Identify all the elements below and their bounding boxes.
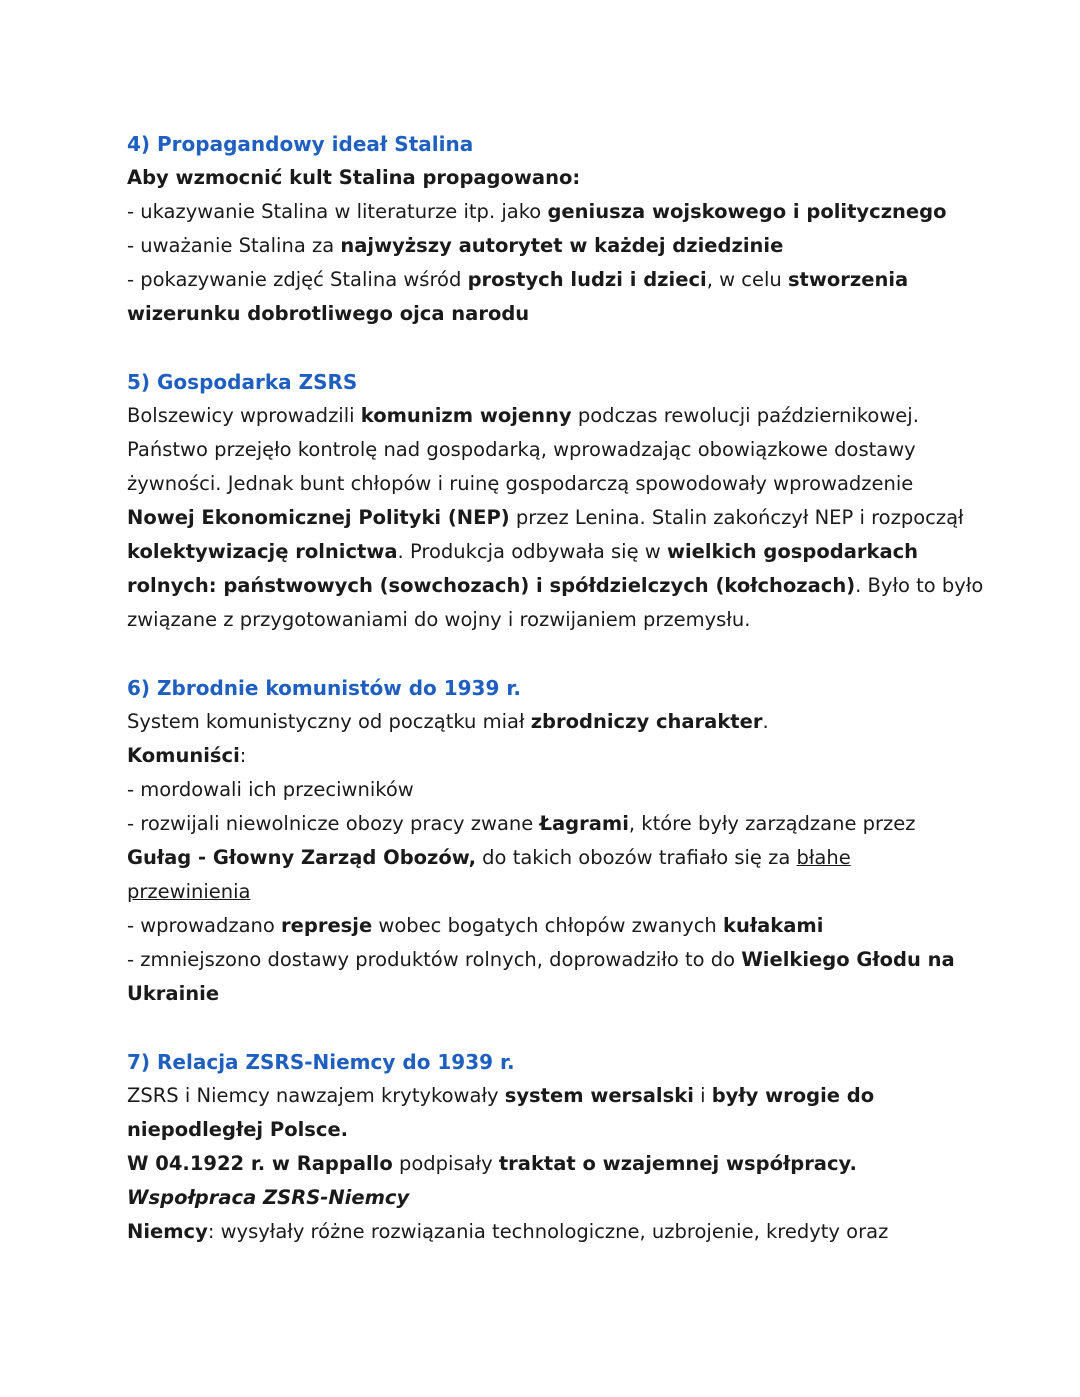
section-5-line-5: kolektywizację rolnictwa. Produkcja odbywała się w wielkich gospodarkach	[127, 540, 919, 563]
section-4-item-3: - pokazywanie zdjęć Stalina wśród prostych ludzi i dzieci, w celu stworzenia	[127, 268, 909, 291]
section-6-heading: 6) Zbrodnie komunistów do 1939 r.	[127, 676, 521, 700]
section-5-line-1: Bolszewicy wprowadzili komunizm wojenny podczas rewolucji październikowej.	[127, 404, 919, 427]
section-6-item-2: - rozwijali niewolnicze obozy pracy zwane Łagrami, które były zarządzane przez	[127, 812, 916, 835]
section-4-item-1: - ukazywanie Stalina w literaturze itp. jako geniusza wojskowego i politycznego	[127, 200, 947, 223]
section-4-item-2: - uważanie Stalina za najwyższy autorytet w każdej dziedzinie	[127, 234, 784, 257]
section-7-line-5: Niemcy: wysyłały różne rozwiązania technologiczne, uzbrojenie, kredyty oraz	[127, 1220, 889, 1243]
section-7-line-2: niepodległej Polsce.	[127, 1118, 349, 1141]
section-6-item-2-cont: Gułag - Głowny Zarząd Obozów, do takich obozów trafiało się za błahe	[127, 846, 851, 869]
section-5-line-3: żywności. Jednak bunt chłopów i ruinę gospodarczą spowodowały wprowadzenie	[127, 472, 914, 495]
section-7-line-1: ZSRS i Niemcy nawzajem krytykowały system wersalski i były wrogie do	[127, 1084, 875, 1107]
section-6-line-2: Komuniści:	[127, 744, 247, 767]
section-6-item-1: - mordowali ich przeciwników	[127, 778, 414, 801]
section-5-heading: 5) Gospodarka ZSRS	[127, 370, 358, 394]
section-6-item-2-cont2: przewinienia	[127, 880, 251, 903]
section-5-line-4: Nowej Ekonomicznej Polityki (NEP) przez Lenina. Stalin zakończył NEP i rozpoczął	[127, 506, 964, 529]
section-6-item-3: - wprowadzano represje wobec bogatych chłopów zwanych kułakami	[127, 914, 824, 937]
section-5-line-6: rolnych: państwowych (sowchozach) i spółdzielczych (kołchozach). Było to było	[127, 574, 984, 597]
document-page	[127, 127, 984, 1249]
section-4-intro: Aby wzmocnić kult Stalina propagowano:	[127, 166, 581, 189]
section-7-subheading: Wspołpraca ZSRS-Niemcy	[127, 1186, 410, 1209]
section-4-heading: 4) Propagandowy ideał Stalina	[127, 132, 474, 156]
section-4-item-3-cont: wizerunku dobrotliwego ojca narodu	[127, 302, 530, 325]
section-6-line-1: System komunistyczny od początku miał zbrodniczy charakter.	[127, 710, 769, 733]
section-7-line-3: W 04.1922 r. w Rappallo podpisały traktat o wzajemnej współpracy.	[127, 1152, 857, 1175]
section-6-item-4: - zmniejszono dostawy produktów rolnych, doprowadziło to do Wielkiego Głodu na	[127, 948, 955, 971]
section-6-item-4-cont: Ukrainie	[127, 982, 220, 1005]
section-5-line-7: związane z przygotowaniami do wojny i rozwijaniem przemysłu.	[127, 608, 751, 631]
section-7-heading: 7) Relacja ZSRS-Niemcy do 1939 r.	[127, 1050, 515, 1074]
section-5-line-2: Państwo przejęło kontrolę nad gospodarką, wprowadzając obowiązkowe dostawy	[127, 438, 916, 461]
